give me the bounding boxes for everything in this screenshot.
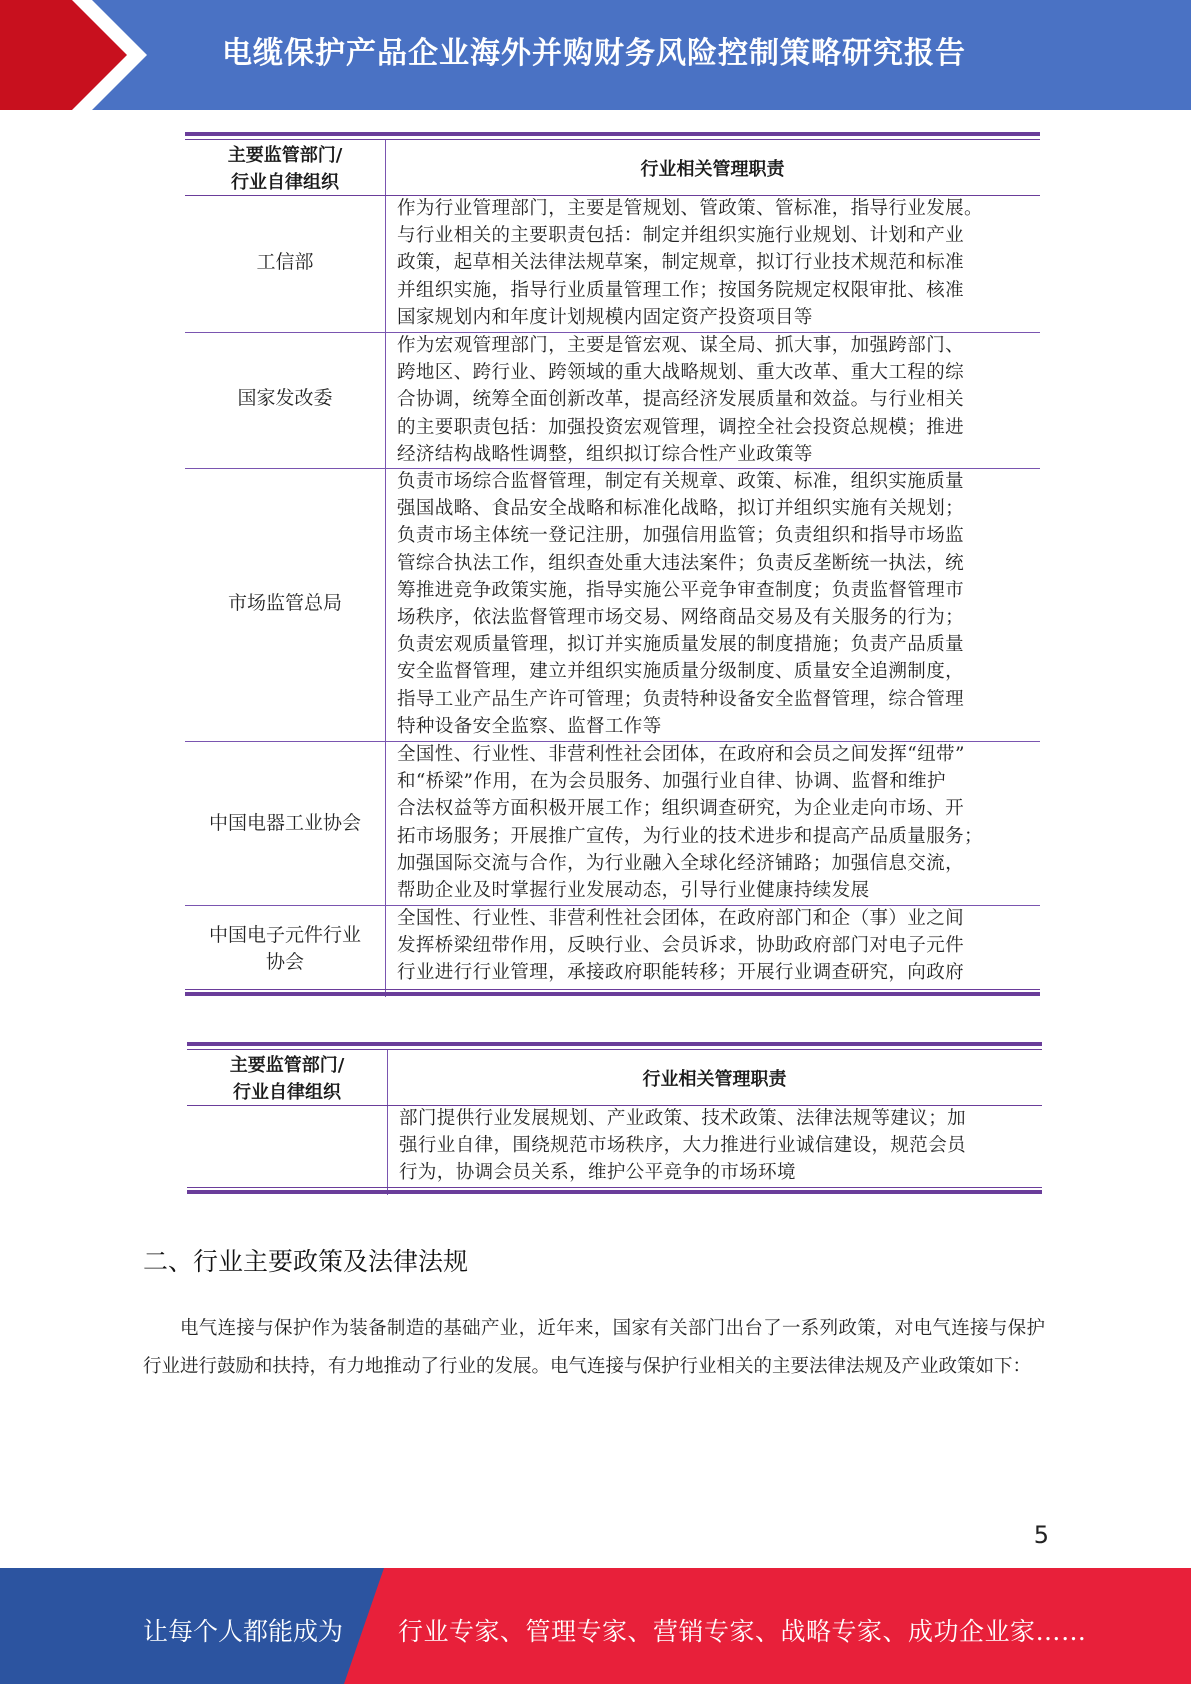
footer-slogan-right: 行业专家、管理专家、营销专家、战略专家、成功企业家…… <box>398 1617 1087 1646</box>
section-heading: 二、行业主要政策及法律法规 <box>143 1247 469 1276</box>
header-arrow-decoration <box>0 0 150 110</box>
org-name: 中国电子元件行业 协会 <box>208 924 361 973</box>
org-name: 市场监管总局 <box>227 592 342 614</box>
duty-text: 作为宏观管理部门，主要是管宏观、谋全局、抓大事，加强跨部门、 跨地区、跨行业、跨领域的重大战略规划、重大改革、重大工程的综 合协调，统筹全面创新改革，提高经济发展质量和效益。与行业相关 的主要职责包括：加强投资宏观管理，调控全社会投资总规模；推进 经济结构战略性调整，组织拟订综合性产业政策等 <box>397 335 965 465</box>
duty-text: 作为行业管理部门，主要是管规划、管政策、管标准，指导行业发展。 与行业相关的主要职责包括：制定并组织实施行业规划、计划和产业 政策，起草相关法律法规草案，制定规章，拟订行业技术规范和标准 并组织实施，指导行业质量管理工作；按国务院规定权限审批、核准 国家规划内和年度计划规模内固定资产投资项目等 <box>397 198 983 328</box>
page-header <box>0 0 1191 110</box>
duty-text: 全国性、行业性、非营利性社会团体，在政府部门和企（事）业之间 发挥桥梁纽带作用，反映行业、会员诉求，协助政府部门对电子元件 行业进行行业管理，承接政府职能转移；开展行业调查研究，向政府 <box>397 908 965 984</box>
duty-text: 全国性、行业性、非营利性社会团体，在政府和会员之间发挥“纽带” 和“桥梁”作用，在为会员服务、加强行业自律、协调、监督和维护 合法权益等方面积极开展工作；组织调查研究，为企业走向市场、开 拓市场服务；开展推广宣传，为行业的技术进步和提高产品质量服务； 加强国际交流与合作，为行业融入全球化经济铺路；加强信息交流， 帮助企业及时掌握行业发展动态，引导行业健康持续发展 <box>397 744 983 902</box>
footer-slogan-left: 让每个人都能成为 <box>143 1617 344 1646</box>
column-header-org: 主要监管部门/ 行业自律组织 <box>229 1055 345 1103</box>
org-name: 工信部 <box>256 251 314 273</box>
report-title: 电缆保护产品企业海外并购财务风险控制策略研究报告 <box>222 36 966 71</box>
column-header-org: 主要监管部门/ 行业自律组织 <box>227 145 343 193</box>
body-paragraph: 电气连接与保护作为装备制造的基础产业，近年来，国家有关部门出台了一系列政策，对电气连接与保护行业进行鼓励和扶持，有力地推动了行业的发展。电气连接与保护行业相关的主要法律法规及产业政策如下： <box>143 1318 1045 1377</box>
column-header-duty: 行业相关管理职责 <box>640 159 785 180</box>
page-number: 5 <box>1033 1521 1049 1549</box>
regulators-table <box>185 132 1040 997</box>
column-header-duty: 行业相关管理职责 <box>642 1069 787 1090</box>
duty-text: 负责市场综合监督管理，制定有关规章、政策、标准，组织实施质量 强国战略、食品安全战略和标准化战略，拟订并组织实施有关规划； 负责市场主体统一登记注册，加强信用监管；负责组织和指导市场监 管综合执法工作，组织查处重大违法案件；负责反垄断统一执法，统 筹推进竞争政策实施，指导实施公平竞争审查制度；负责监督管理市 场秩序，依法监督管理市场交易、网络商品交易及有关服务的行为； 负责宏观质量管理，拟订并实施质量发展的制度措施；负责产品质量 安全监督管理，建立并组织实施质量分级制度、质量安全追溯制度， 指导工业产品生产许可管理；负责特种设备安全监督管理，综合管理 特种设备安全监察、监督工作等 <box>397 471 965 737</box>
org-name: 中国电器工业协会 <box>208 812 361 834</box>
regulators-table-continued <box>187 1042 1042 1197</box>
duty-text: 部门提供行业发展规划、产业政策、技术政策、法律法规等建议；加 强行业自律，围绕规范市场秩序，大力推进行业诚信建设，规范会员 行为，协调会员关系，维护公平竞争的市场环境 <box>399 1108 967 1184</box>
org-name: 国家发改委 <box>237 387 333 409</box>
